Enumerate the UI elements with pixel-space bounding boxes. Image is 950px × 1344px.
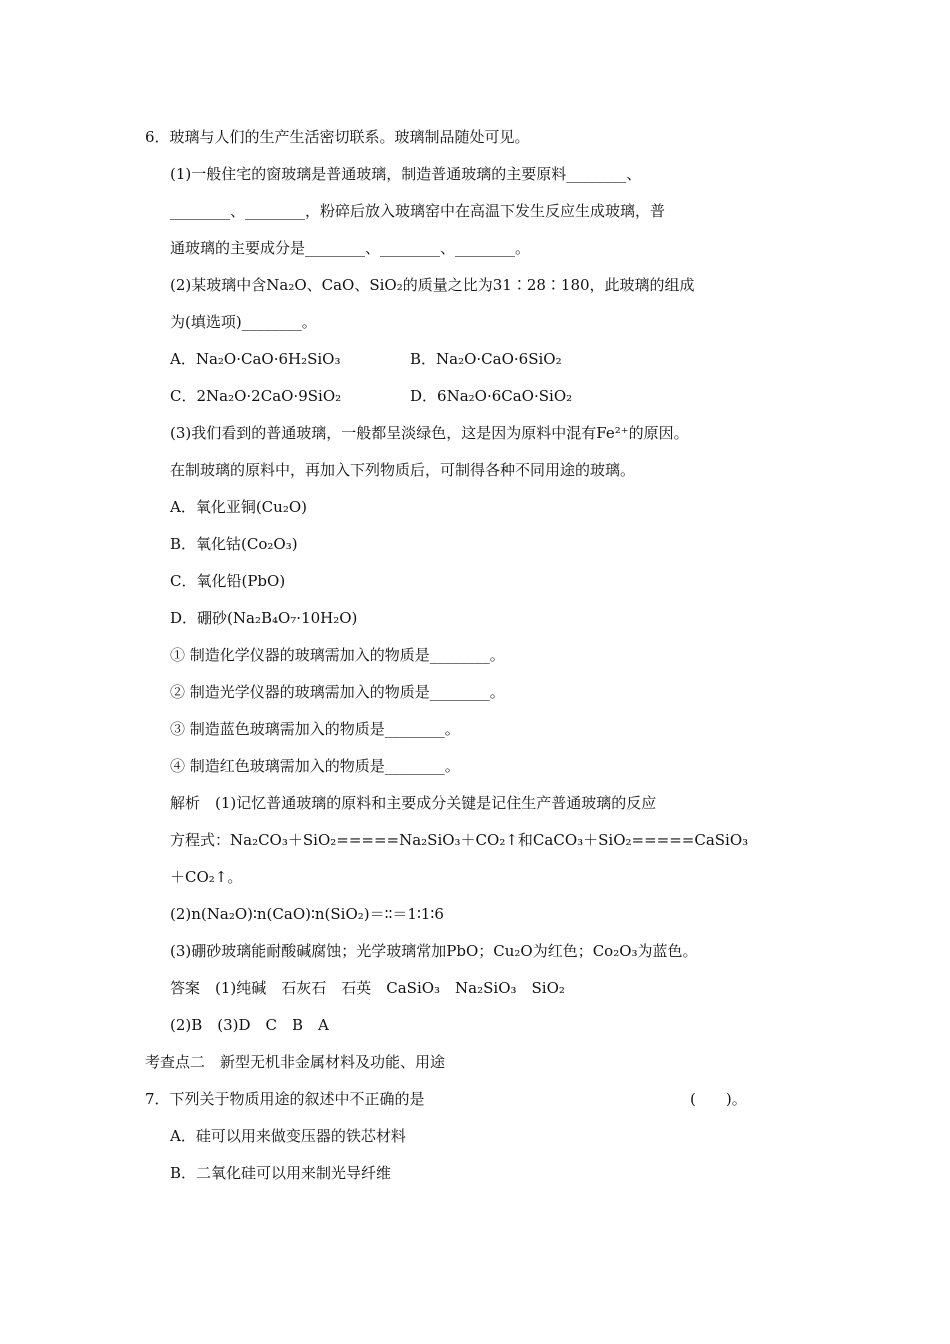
answer-line2: (2)B (3)D C B A	[170, 1016, 329, 1034]
q6-part2-line2: 为(填选项)________。	[170, 313, 317, 331]
q6-subquestion-2: ② 制造光学仪器的玻璃需加入的物质是________。	[170, 683, 505, 701]
q6-subquestion-1: ① 制造化学仪器的玻璃需加入的物质是________。	[170, 646, 505, 664]
q6-part1-line1: (1)一般住宅的窗玻璃是普通玻璃，制造普通玻璃的主要原料________、	[170, 165, 642, 183]
q7-stem: 7．下列关于物质用途的叙述中不正确的是	[145, 1090, 425, 1108]
q7-answer-paren: ( )。	[690, 1090, 747, 1108]
answer-line1: 答案 (1)纯碱 石灰石 石英 CaSiO₃ Na₂SiO₃ SiO₂	[170, 979, 565, 997]
section-title: 考查点二 新型无机非金属材料及功能、用途	[145, 1053, 446, 1071]
analysis-line5: (3)硼砂玻璃能耐酸碱腐蚀；光学玻璃常加PbO；Cu₂O为红色；Co₂O₃为蓝色。	[170, 942, 698, 960]
q6-option-c: C．2Na₂O·2CaO·9SiO₂	[170, 387, 342, 405]
q6-part2-line1: (2)某玻璃中含Na₂O、CaO、SiO₂的质量之比为31∶28∶180，此玻璃的组成	[170, 276, 695, 294]
q6-stem: 6．玻璃与人们的生产生活密切联系。玻璃制品随处可见。	[145, 128, 530, 146]
q6-part3-option-d: D．硼砂(Na₂B₄O₇·10H₂O)	[170, 609, 358, 627]
q6-part3-option-b: B．氧化钴(Co₂O₃)	[170, 535, 298, 553]
q6-subquestion-3: ③ 制造蓝色玻璃需加入的物质是________。	[170, 720, 460, 738]
q6-part1-line2: ________、________，粉碎后放入玻璃窑中在高温下发生反应生成玻璃，普	[170, 202, 666, 220]
q6-subquestion-4: ④ 制造红色玻璃需加入的物质是________。	[170, 757, 460, 775]
analysis-line1: 解析 (1)记忆普通玻璃的原料和主要成分关键是记住生产普通玻璃的反应	[170, 794, 657, 812]
analysis-line3: ＋CO₂↑。	[170, 868, 243, 886]
analysis-line4: (2)n(Na₂O)∶n(CaO)∶n(SiO₂)＝∶∶＝1∶1∶6	[170, 905, 444, 923]
q6-option-a: A．Na₂O·CaO·6H₂SiO₃	[170, 350, 341, 368]
q6-part3-option-a: A．氧化亚铜(Cu₂O)	[170, 498, 307, 516]
q7-option-a: A．硅可以用来做变压器的铁芯材料	[170, 1127, 406, 1145]
analysis-line2: 方程式：Na₂CO₃＋SiO₂=====Na₂SiO₃＋CO₂↑和CaCO₃＋SiO₂=====CaSiO₃	[170, 831, 749, 849]
q6-part3-line1: (3)我们看到的普通玻璃，一般都呈淡绿色，这是因为原料中混有Fe²⁺的原因。	[170, 424, 689, 442]
q6-part3-option-c: C．氧化铅(PbO)	[170, 572, 286, 590]
q6-option-d: D．6Na₂O·6CaO·SiO₂	[410, 387, 573, 405]
q6-option-b: B．Na₂O·CaO·6SiO₂	[410, 350, 562, 368]
q6-part1-line3: 通玻璃的主要成分是________、________、________。	[170, 239, 531, 257]
q6-part3-line2: 在制玻璃的原料中，再加入下列物质后，可制得各种不同用途的玻璃。	[170, 461, 636, 479]
q7-option-b: B．二氧化硅可以用来制光导纤维	[170, 1164, 392, 1182]
